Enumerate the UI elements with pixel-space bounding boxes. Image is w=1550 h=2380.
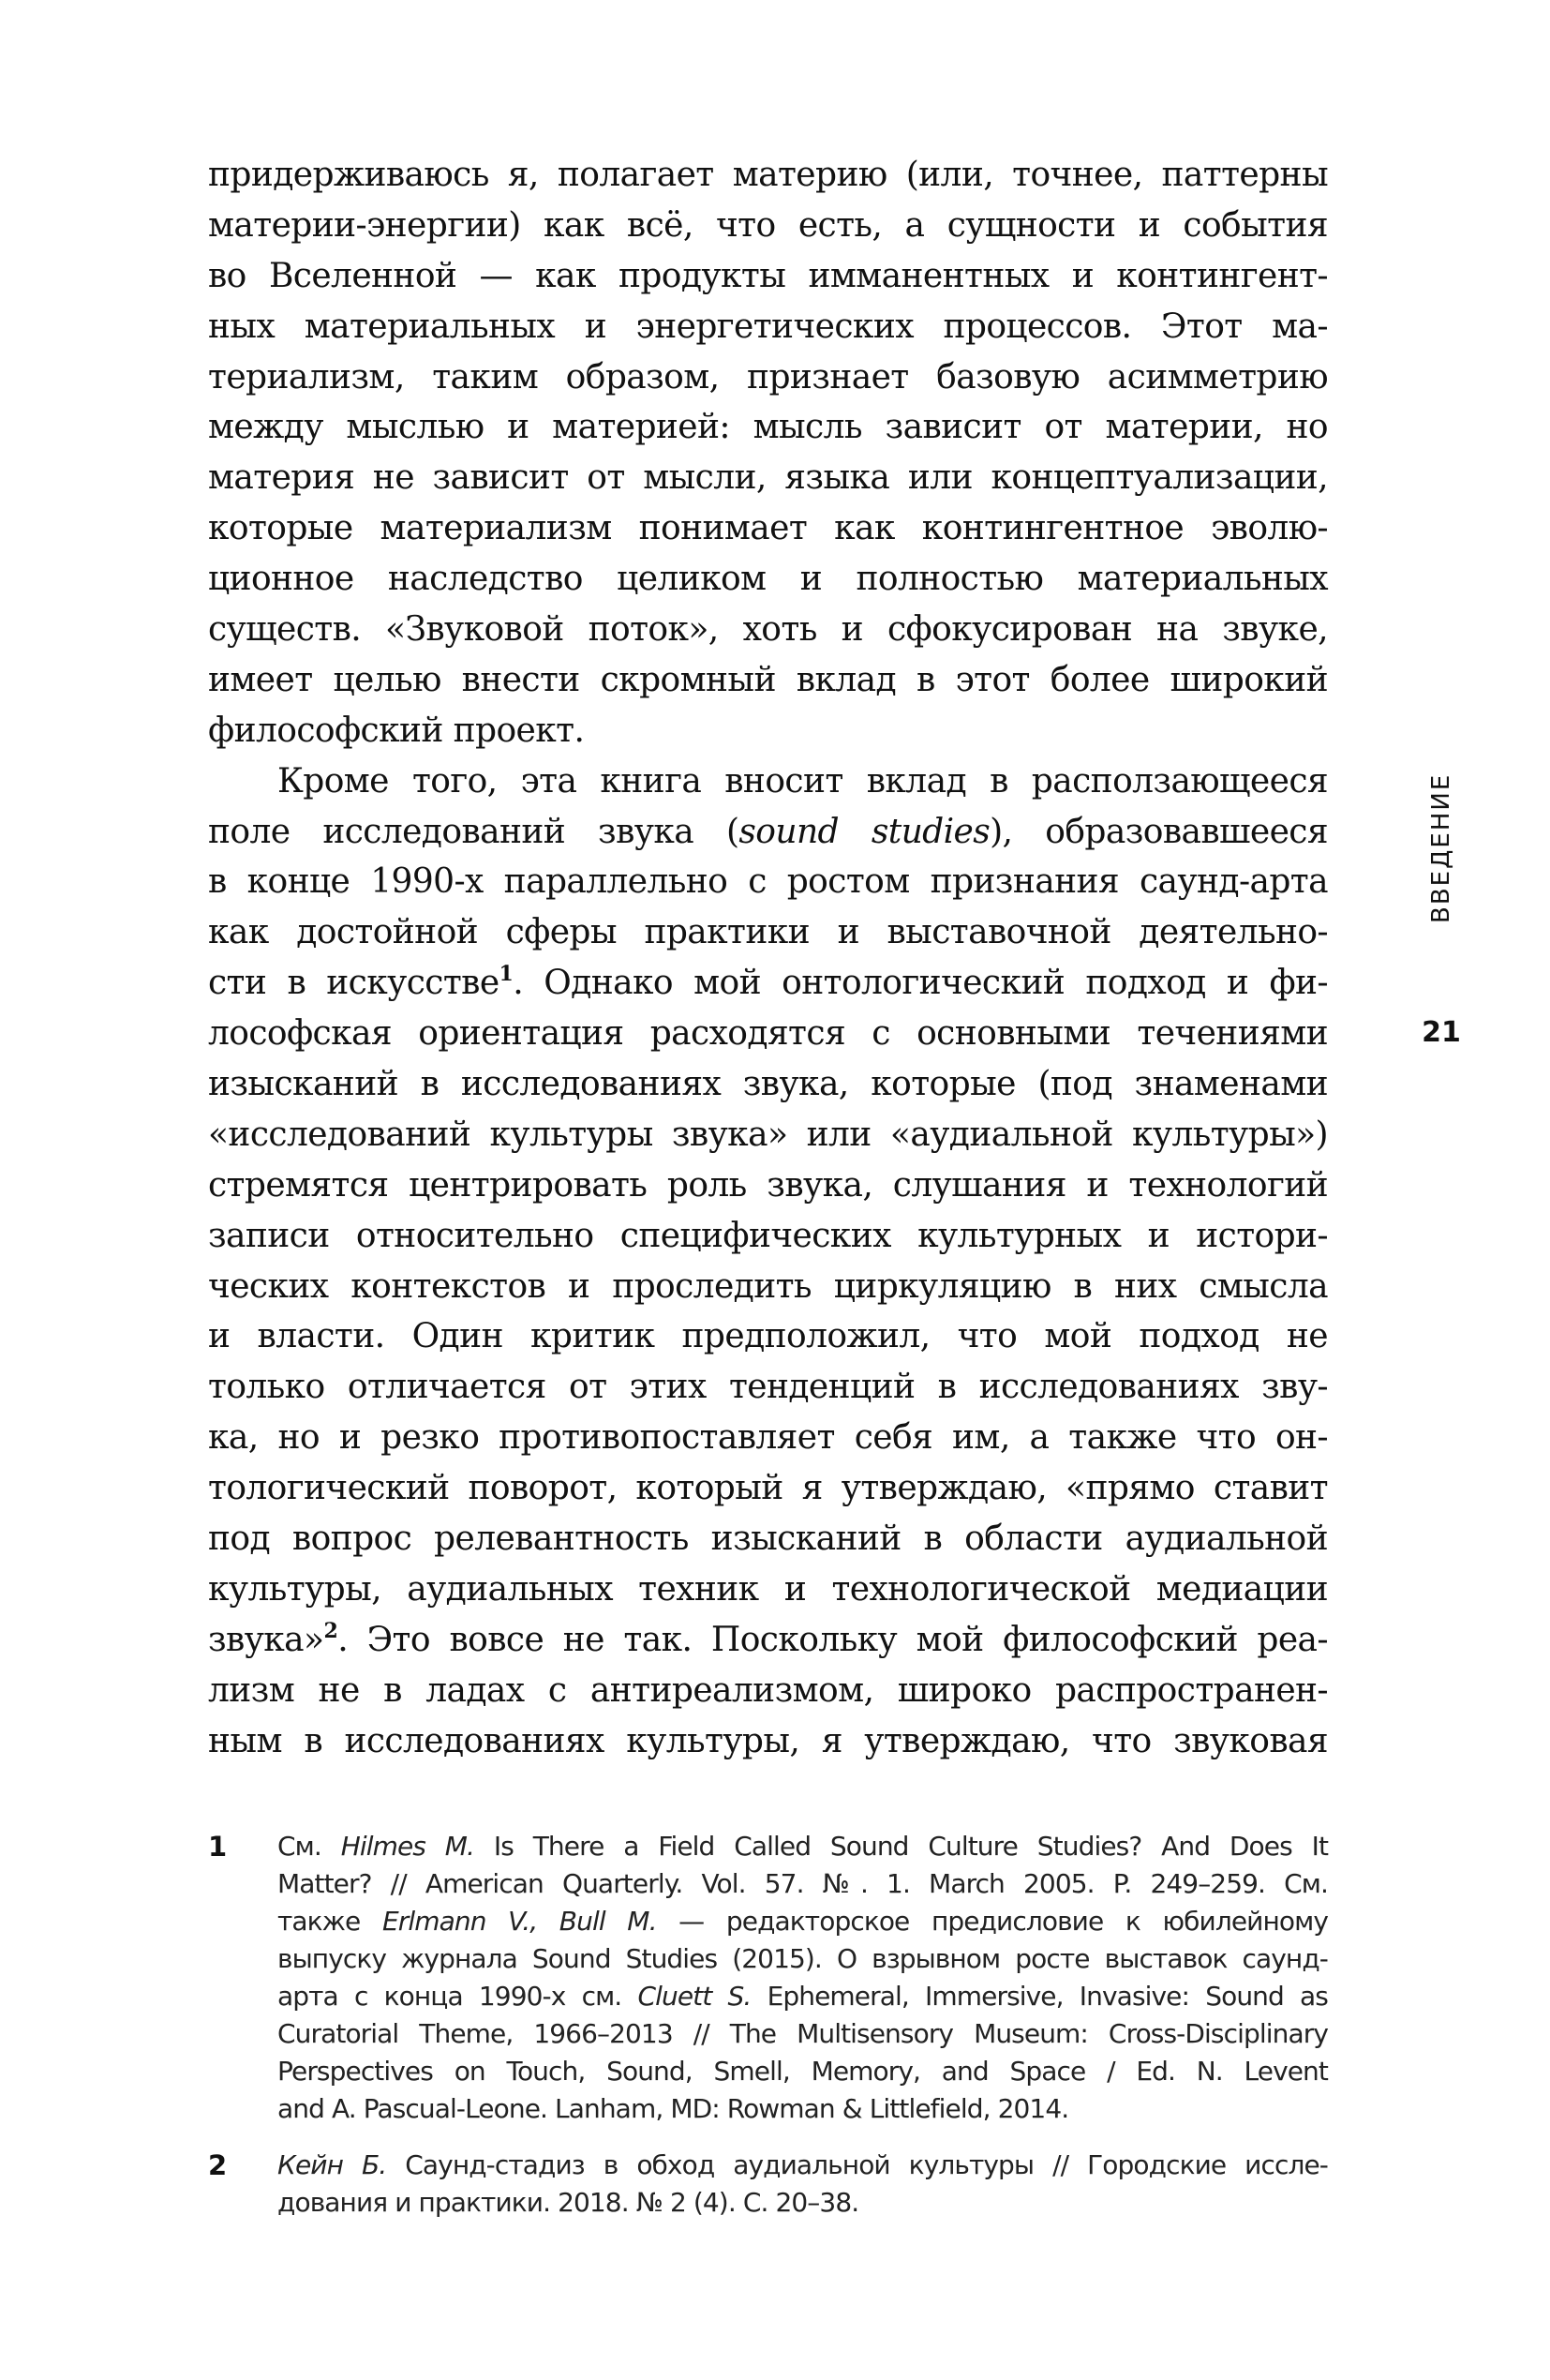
- text-segment: арта с конца 1990-х см.: [277, 1981, 638, 2012]
- text-segment: также: [277, 1906, 382, 1937]
- text-segment: — редакторское предисловие к юбилейному: [656, 1906, 1329, 1937]
- text-line: ка, но и резко противопоставляет себя им, а также что он-: [208, 1418, 1328, 1458]
- text-line: ных материальных и энергетических процессов. Этот ма-: [208, 307, 1328, 346]
- text-line: и власти. Один критик предположил, что мой подход не: [208, 1317, 1328, 1356]
- footnote-line: [277, 2147, 1328, 2184]
- text-segment: звука»: [208, 1620, 324, 1659]
- author-name: Кейн Б.: [277, 2149, 387, 2180]
- text-line: имеет целью внести скромный вклад в этот более широкий: [208, 660, 1328, 699]
- text-segment: ), образовавшееся: [990, 812, 1328, 851]
- text-line: материи-энергии) как всё, что есть, а сущности и события: [208, 205, 1328, 245]
- footnote-line: [277, 1828, 1328, 1865]
- footnote-line: Matter? // American Quarterly. Vol. 57. №. 1. March 2005. P. 249–259. См.: [277, 1868, 1328, 1899]
- text-segment: См.: [277, 1831, 341, 1862]
- text-line: стремятся центрировать роль звука, слушания и технологий: [208, 1165, 1328, 1205]
- text-line: философский проект.: [208, 711, 585, 750]
- text-line: придерживаюсь я, полагает материю (или, точнее, паттерны: [208, 156, 1328, 194]
- paragraph-1: [208, 150, 1328, 756]
- paragraph-2: [208, 756, 1328, 1767]
- text-line: ционное наследство целиком и полностью материальных: [208, 560, 1328, 599]
- text-line: ным в исследованиях культуры, я утверждаю, что звуковая: [208, 1721, 1328, 1760]
- text-line: в конце 1990-х параллельно с ростом признания саунд-арта: [208, 862, 1328, 902]
- footnote-1: [208, 1828, 1328, 2128]
- text-line: во Вселенной — как продукты имманентных и контингент-: [208, 256, 1328, 295]
- text-segment: Саунд-стадиз в обход аудиальной культуры // Городские иссле-: [386, 2149, 1328, 2180]
- text-line: «исследований культуры звука» или «аудиальной культуры»): [208, 1115, 1328, 1154]
- text-line: культуры, аудиальных техник и технологической медиации: [208, 1569, 1328, 1609]
- text-line: [208, 807, 1328, 858]
- text-line: как достойной сферы практики и выставочной деятельно-: [208, 913, 1328, 952]
- footnote-number: 1: [208, 1831, 228, 1863]
- page-number: 21: [1422, 1016, 1461, 1049]
- text-line: между мыслью и материей: мысль зависит от материи, но: [208, 408, 1328, 447]
- text-line: лизм не в ладах с антиреализмом, широко распространен-: [208, 1670, 1328, 1710]
- text-segment: поле исследований звука (: [208, 812, 739, 851]
- text-line: териализм, таким образом, признает базовую асимметрию: [208, 357, 1328, 397]
- footnote-line: дования и практики. 2018. № 2 (4). С. 20–38.: [277, 2187, 859, 2218]
- text-segment: Is There a Field Called Sound Culture Studies? And Does It: [474, 1831, 1329, 1862]
- text-line: ческих контекстов и проследить циркуляцию в них смысла: [208, 1266, 1328, 1306]
- text-line: лософская ориентация расходятся с основными течениями: [208, 1014, 1328, 1054]
- text-line: изысканий в исследованиях звука, которые (под знаменами: [208, 1065, 1328, 1104]
- text-segment: сти в искусстве: [208, 964, 499, 1003]
- footnote-ref-1[interactable]: 1: [499, 962, 514, 987]
- text-segment: . Однако мой онтологический подход и фи-: [513, 964, 1328, 1003]
- text-line: [208, 1615, 1328, 1666]
- text-segment: Ephemeral, Immersive, Invasive: Sound as: [751, 1981, 1328, 2012]
- text-line: под вопрос релевантность изысканий в области аудиальной: [208, 1519, 1328, 1559]
- text-line: существ. «Звуковой поток», хоть и сфокусирован на звуке,: [208, 610, 1328, 650]
- footnote-line: and A. Pascual-Leone. Lanham, MD: Rowman & Littlefield, 2014.: [277, 2093, 1069, 2124]
- footnote-2: [208, 2147, 1328, 2222]
- author-name: Hilmes M.: [340, 1831, 475, 1862]
- text-line: материя не зависит от мысли, языка или концептуализации,: [208, 458, 1328, 498]
- footnote-line: выпуску журнала Sound Studies (2015). О взрывном росте выставок саунд-: [277, 1943, 1328, 1974]
- text-line: записи относительно специфических культурных и истори-: [208, 1216, 1328, 1255]
- footnote-line: [277, 1903, 1328, 1940]
- footnotes: [208, 1828, 1328, 2240]
- italic-term: sound studies: [738, 812, 991, 851]
- author-name: Erlmann V., Bull M.: [381, 1906, 657, 1937]
- text-line: тологический поворот, который я утверждаю, «прямо ставит: [208, 1469, 1328, 1508]
- text-line: [208, 958, 1328, 1009]
- footnote-number: 2: [208, 2149, 228, 2181]
- footnote-line: [277, 1978, 1328, 2015]
- text-line: Кроме того, эта книга вносит вклад в расползающееся: [277, 761, 1328, 801]
- text-segment: . Это вовсе не так. Поскольку мой философский реа-: [337, 1620, 1328, 1659]
- text-line: только отличается от этих тенденций в исследованиях зву-: [208, 1368, 1328, 1407]
- footnote-line: Curatorial Theme, 1966–2013 // The Multisensory Museum: Cross-Disciplinary: [277, 2018, 1328, 2049]
- footnote-ref-2[interactable]: 2: [323, 1618, 338, 1643]
- main-text: [208, 150, 1328, 1767]
- chapter-running-head: ВВЕДЕНИЕ: [1427, 772, 1455, 924]
- text-line: которые материализм понимает как контингентное эволю-: [208, 509, 1328, 548]
- author-name: Cluett S.: [637, 1981, 752, 2012]
- footnote-line: Perspectives on Touch, Sound, Smell, Memory, and Space / Ed. N. Levent: [277, 2056, 1328, 2087]
